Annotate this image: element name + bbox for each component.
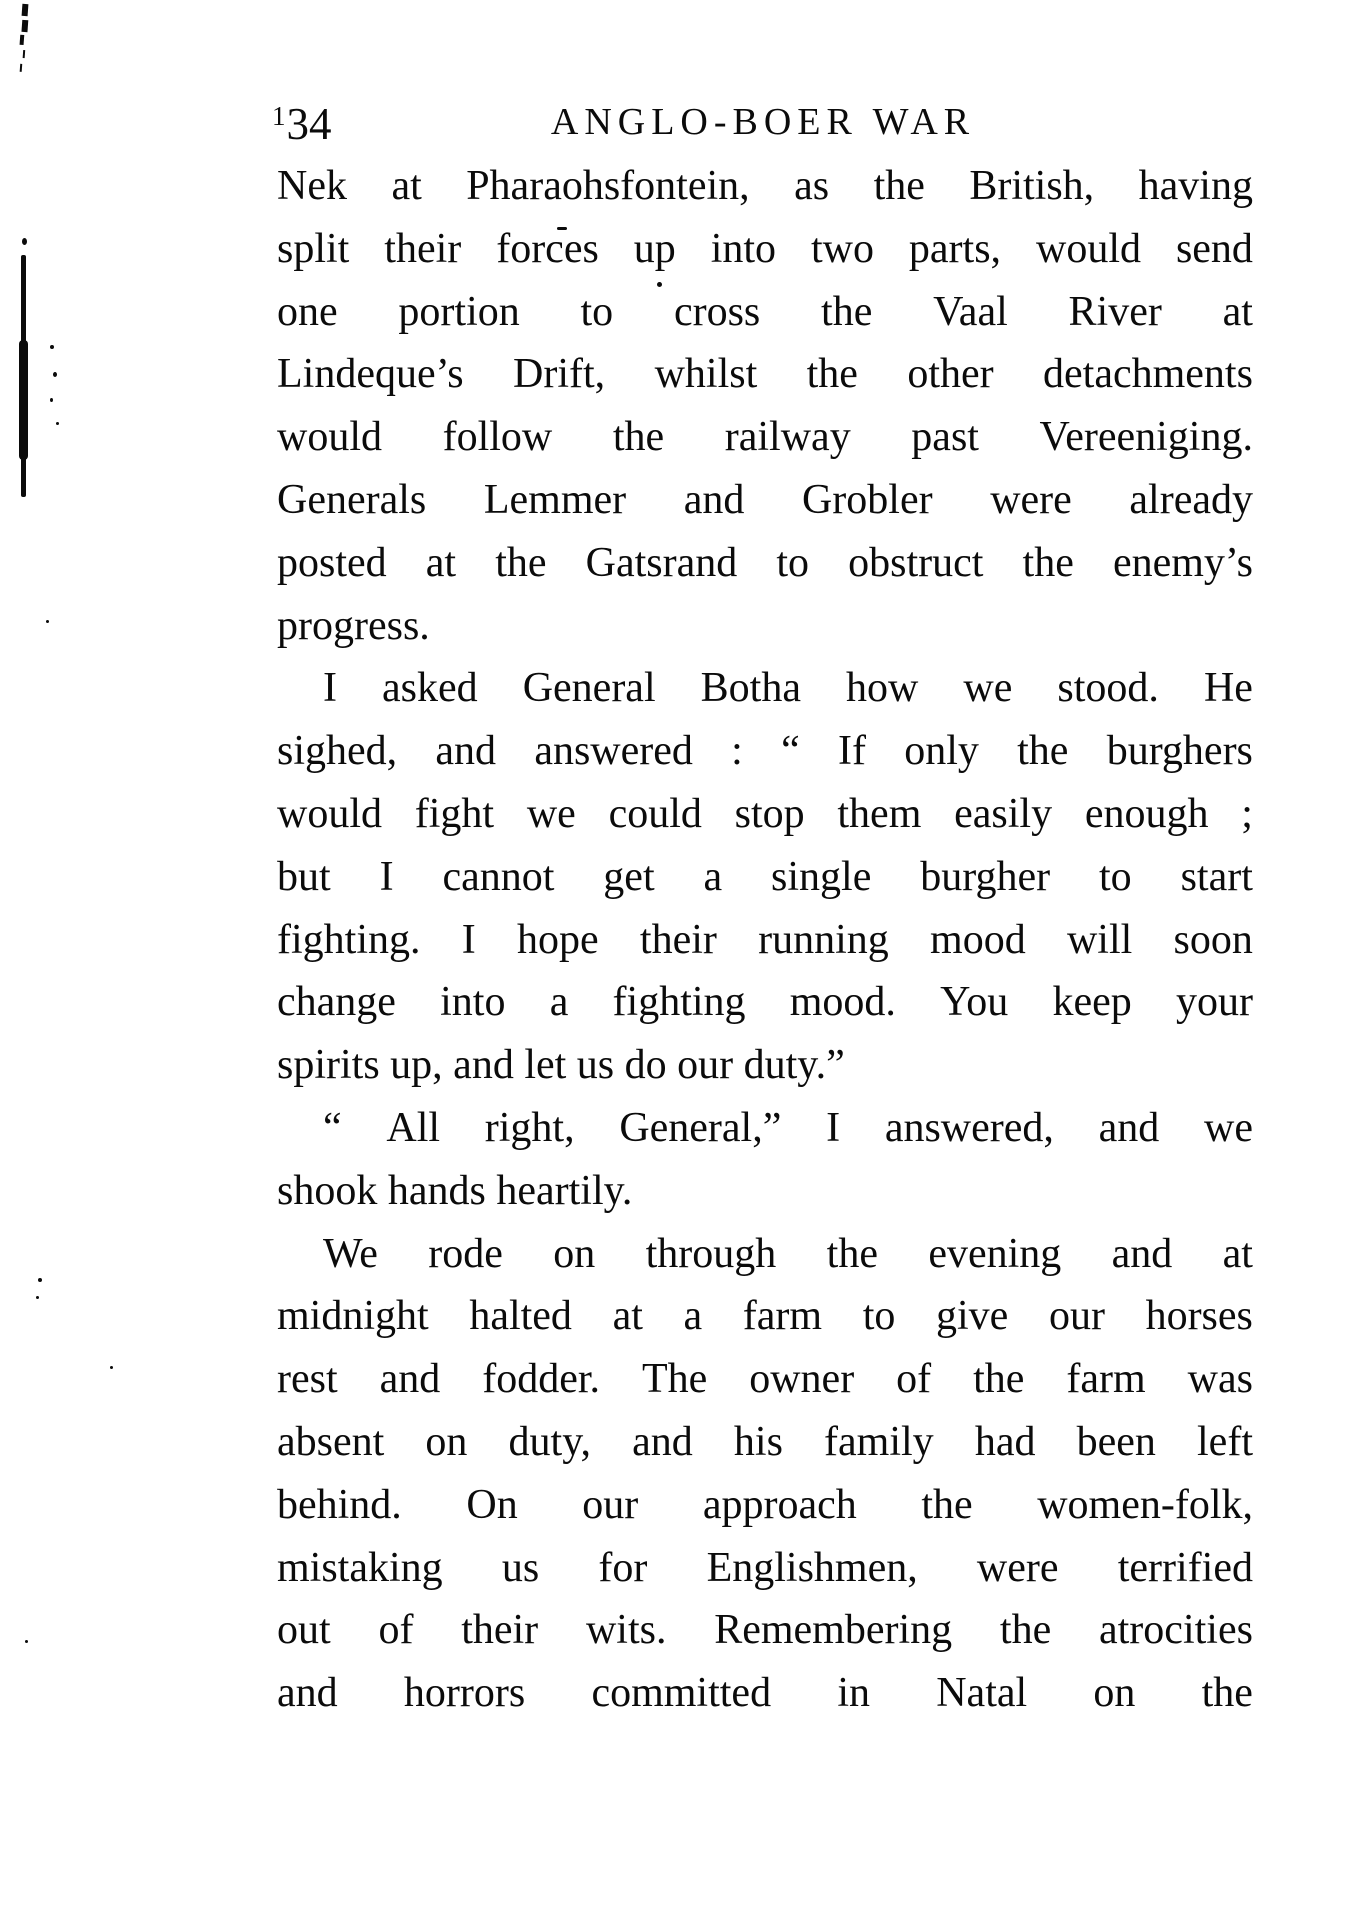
text-line: midnight halted at a farm to give our horses bbox=[277, 1293, 1253, 1340]
scan-speck bbox=[36, 1296, 39, 1299]
text-line: We rode on through the evening and at bbox=[323, 1230, 1253, 1277]
scan-smudge-top-left bbox=[22, 4, 29, 16]
scan-speck bbox=[56, 422, 59, 425]
scan-speck bbox=[53, 372, 57, 377]
page-number bbox=[272, 98, 332, 150]
text-line: behind. On our approach the women-folk, bbox=[277, 1481, 1253, 1528]
text-line: “ All right, General,” I answered, and we bbox=[323, 1104, 1253, 1151]
text-line: rest and fodder. The owner of the farm was bbox=[277, 1356, 1253, 1403]
scan-margin-line bbox=[21, 255, 26, 497]
text-line: spirits up, and let us do our duty.” bbox=[277, 1042, 845, 1089]
text-line: sighed, and answered : “ If only the burghers bbox=[277, 728, 1253, 775]
text-line: one portion to cross the Vaal River at bbox=[277, 288, 1253, 335]
scan-speck bbox=[50, 398, 53, 402]
text-line: I asked General Botha how we stood. He bbox=[323, 665, 1253, 712]
scan-speck bbox=[46, 620, 49, 623]
text-line: fighting. I hope their running mood will soon bbox=[277, 916, 1253, 963]
text-line: progress. bbox=[277, 602, 430, 649]
text-line: would fight we could stop them easily enough ; bbox=[277, 790, 1253, 837]
scan-speck bbox=[38, 1278, 42, 1282]
scan-speck bbox=[110, 1366, 113, 1369]
text-line: out of their wits. Remembering the atrocities bbox=[277, 1607, 1253, 1654]
page-number-rest: 34 bbox=[286, 99, 332, 149]
text-line: shook hands heartily. bbox=[277, 1167, 633, 1214]
text-line: split their forces up into two parts, would send bbox=[277, 225, 1253, 272]
running-head-title: ANGLO-BOER WAR bbox=[550, 101, 976, 143]
text-line: Nek at Pharaohsfontein, as the British, having bbox=[277, 163, 1253, 209]
text-block bbox=[277, 155, 1253, 1725]
text-line: and horrors committed in Natal on the bbox=[277, 1670, 1253, 1717]
text-line: absent on duty, and his family had been left bbox=[277, 1418, 1253, 1465]
text-line: Lindeque’s Drift, whilst the other detachments bbox=[277, 351, 1253, 398]
text-line: Generals Lemmer and Grobler were already bbox=[277, 476, 1253, 523]
text-line: would follow the railway past Vereeniging. bbox=[277, 414, 1253, 461]
text-line: change into a fighting mood. You keep your bbox=[277, 979, 1253, 1026]
page-number-first-digit: 1 bbox=[272, 101, 287, 131]
text-line: posted at the Gatsrand to obstruct the enemy’s bbox=[277, 539, 1253, 586]
scan-speck bbox=[50, 345, 54, 349]
scan-speck bbox=[25, 1640, 28, 1643]
text-line: but I cannot get a single burgher to start bbox=[277, 853, 1253, 900]
text-line: mistaking us for Englishmen, were terrified bbox=[277, 1544, 1253, 1591]
